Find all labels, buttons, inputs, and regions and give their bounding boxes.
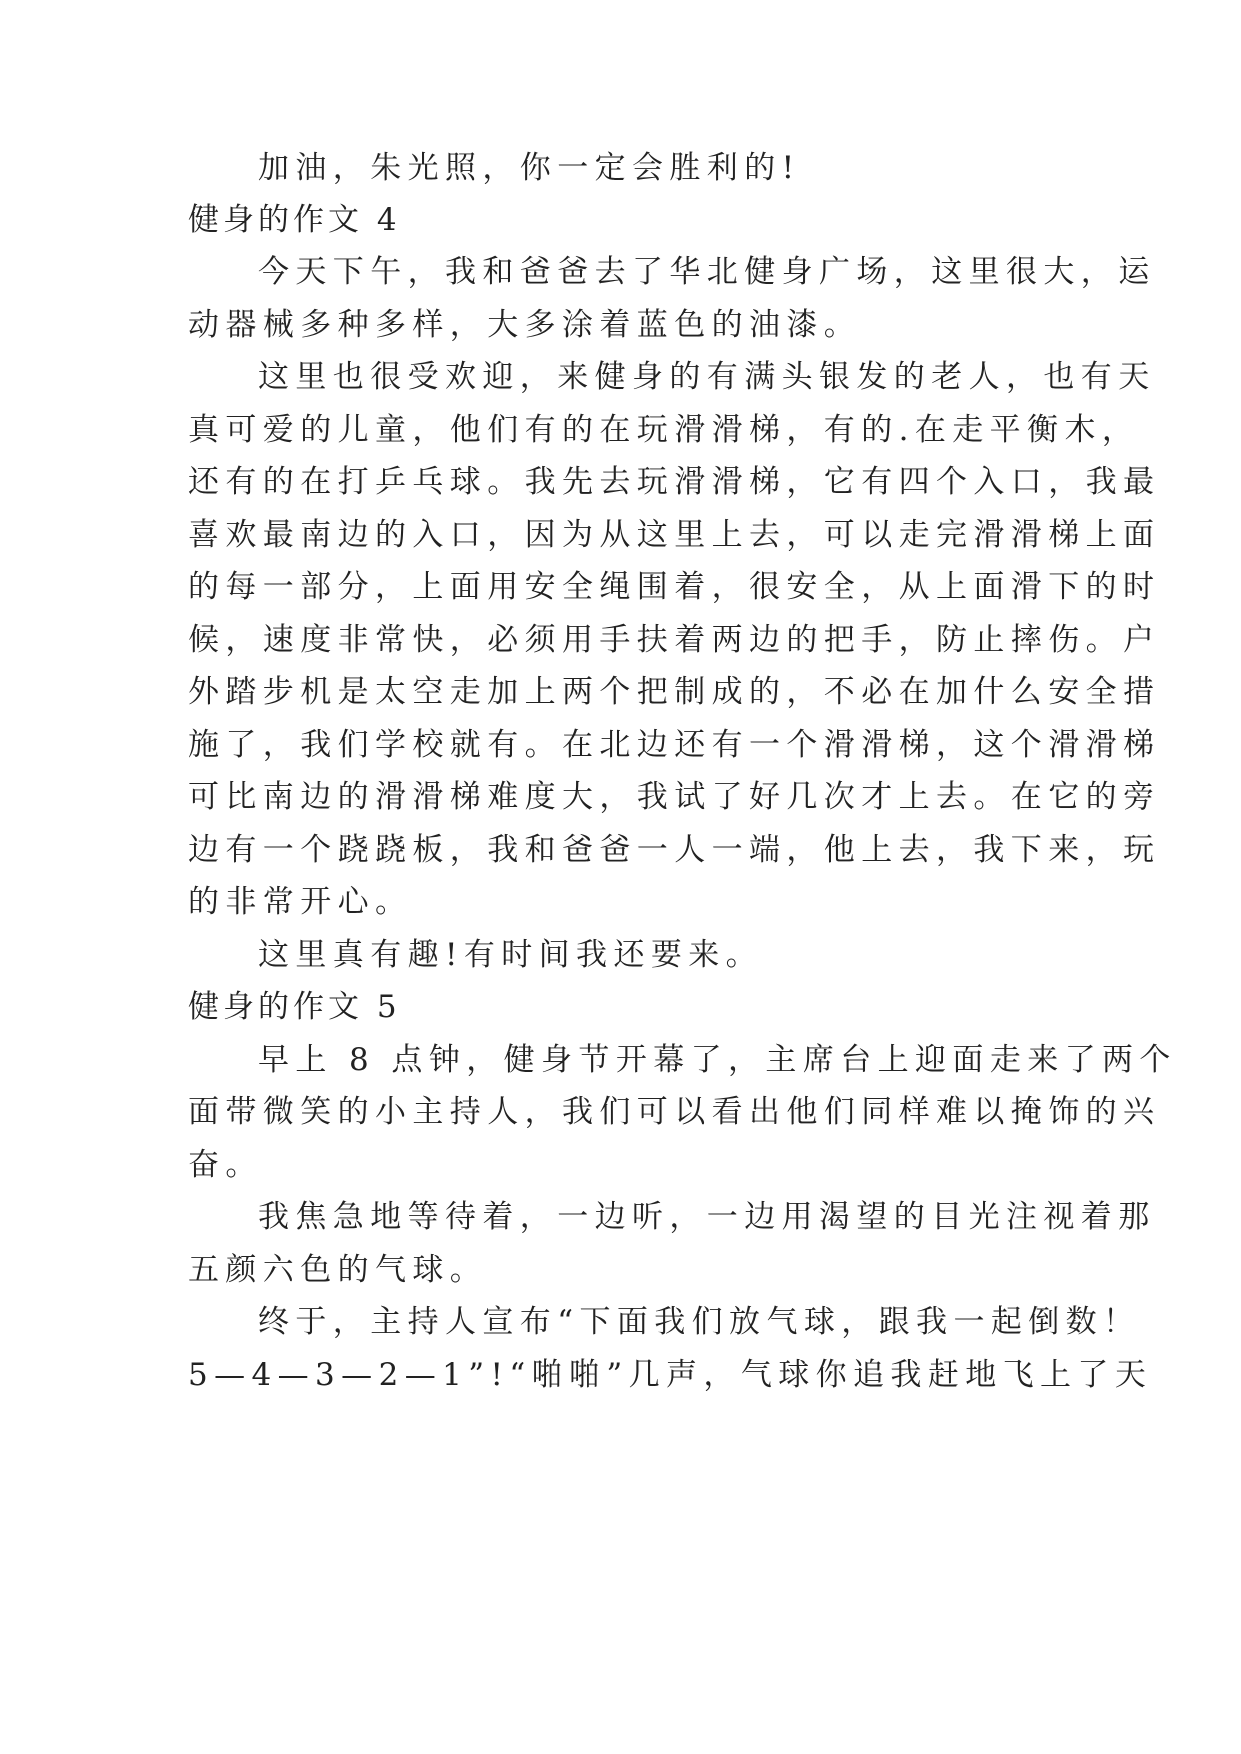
paragraph-line: 边有一个跷跷板，我和爸爸一人一端，他上去，我下来，玩 xyxy=(188,832,1161,868)
section-heading: 健身的作文 4 xyxy=(188,202,401,238)
paragraph-line: 5—4—3—2—1”!“啪啪”几声，气球你追我赶地飞上了天 xyxy=(188,1357,1153,1393)
paragraph-line: 施了，我们学校就有。在北边还有一个滑滑梯，这个滑滑梯 xyxy=(188,727,1161,763)
paragraph-line: 的非常开心。 xyxy=(188,884,413,920)
paragraph-line: 加油，朱光照，你一定会胜利的! xyxy=(258,150,801,186)
paragraph-line: 这里也很受欢迎，来健身的有满头银发的老人，也有天 xyxy=(258,359,1156,395)
paragraph-line: 可比南边的滑滑梯难度大，我试了好几次才上去。在它的旁 xyxy=(188,779,1161,815)
paragraph-line: 这里真有趣!有时间我还要来。 xyxy=(258,937,764,973)
paragraph-line: 奋。 xyxy=(188,1147,263,1183)
paragraph-line: 还有的在打乒乓球。我先去玩滑滑梯，它有四个入口，我最 xyxy=(188,464,1161,500)
paragraph-line: 真可爱的儿童，他们有的在玩滑滑梯，有的.在走平衡木， xyxy=(188,412,1140,448)
paragraph-line: 候，速度非常快，必须用手扶着两边的把手，防止摔伤。户 xyxy=(188,622,1161,658)
paragraph-line: 外踏步机是太空走加上两个把制成的，不必在加什么安全措 xyxy=(188,674,1161,710)
paragraph-line: 我焦急地等待着，一边听，一边用渴望的目光注视着那 xyxy=(258,1199,1156,1235)
paragraph-line: 的每一部分，上面用安全绳围着，很安全，从上面滑下的时 xyxy=(188,569,1161,605)
paragraph-line: 面带微笑的小主持人，我们可以看出他们同样难以掩饰的兴 xyxy=(188,1094,1161,1130)
paragraph-line: 五颜六色的气球。 xyxy=(188,1252,488,1288)
section-heading: 健身的作文 5 xyxy=(188,989,401,1025)
paragraph-line: 喜欢最南边的入口，因为从这里上去，可以走完滑滑梯上面 xyxy=(188,517,1161,553)
paragraph-line: 今天下午，我和爸爸去了华北健身广场，这里很大，运 xyxy=(258,254,1156,290)
paragraph-line: 动器械多种多样，大多涂着蓝色的油漆。 xyxy=(188,307,862,343)
paragraph-line: 终于，主持人宣布“下面我们放气球，跟我一起倒数！ xyxy=(258,1304,1141,1340)
paragraph-line: 早上 8 点钟，健身节开幕了，主席台上迎面走来了两个 xyxy=(258,1042,1177,1078)
